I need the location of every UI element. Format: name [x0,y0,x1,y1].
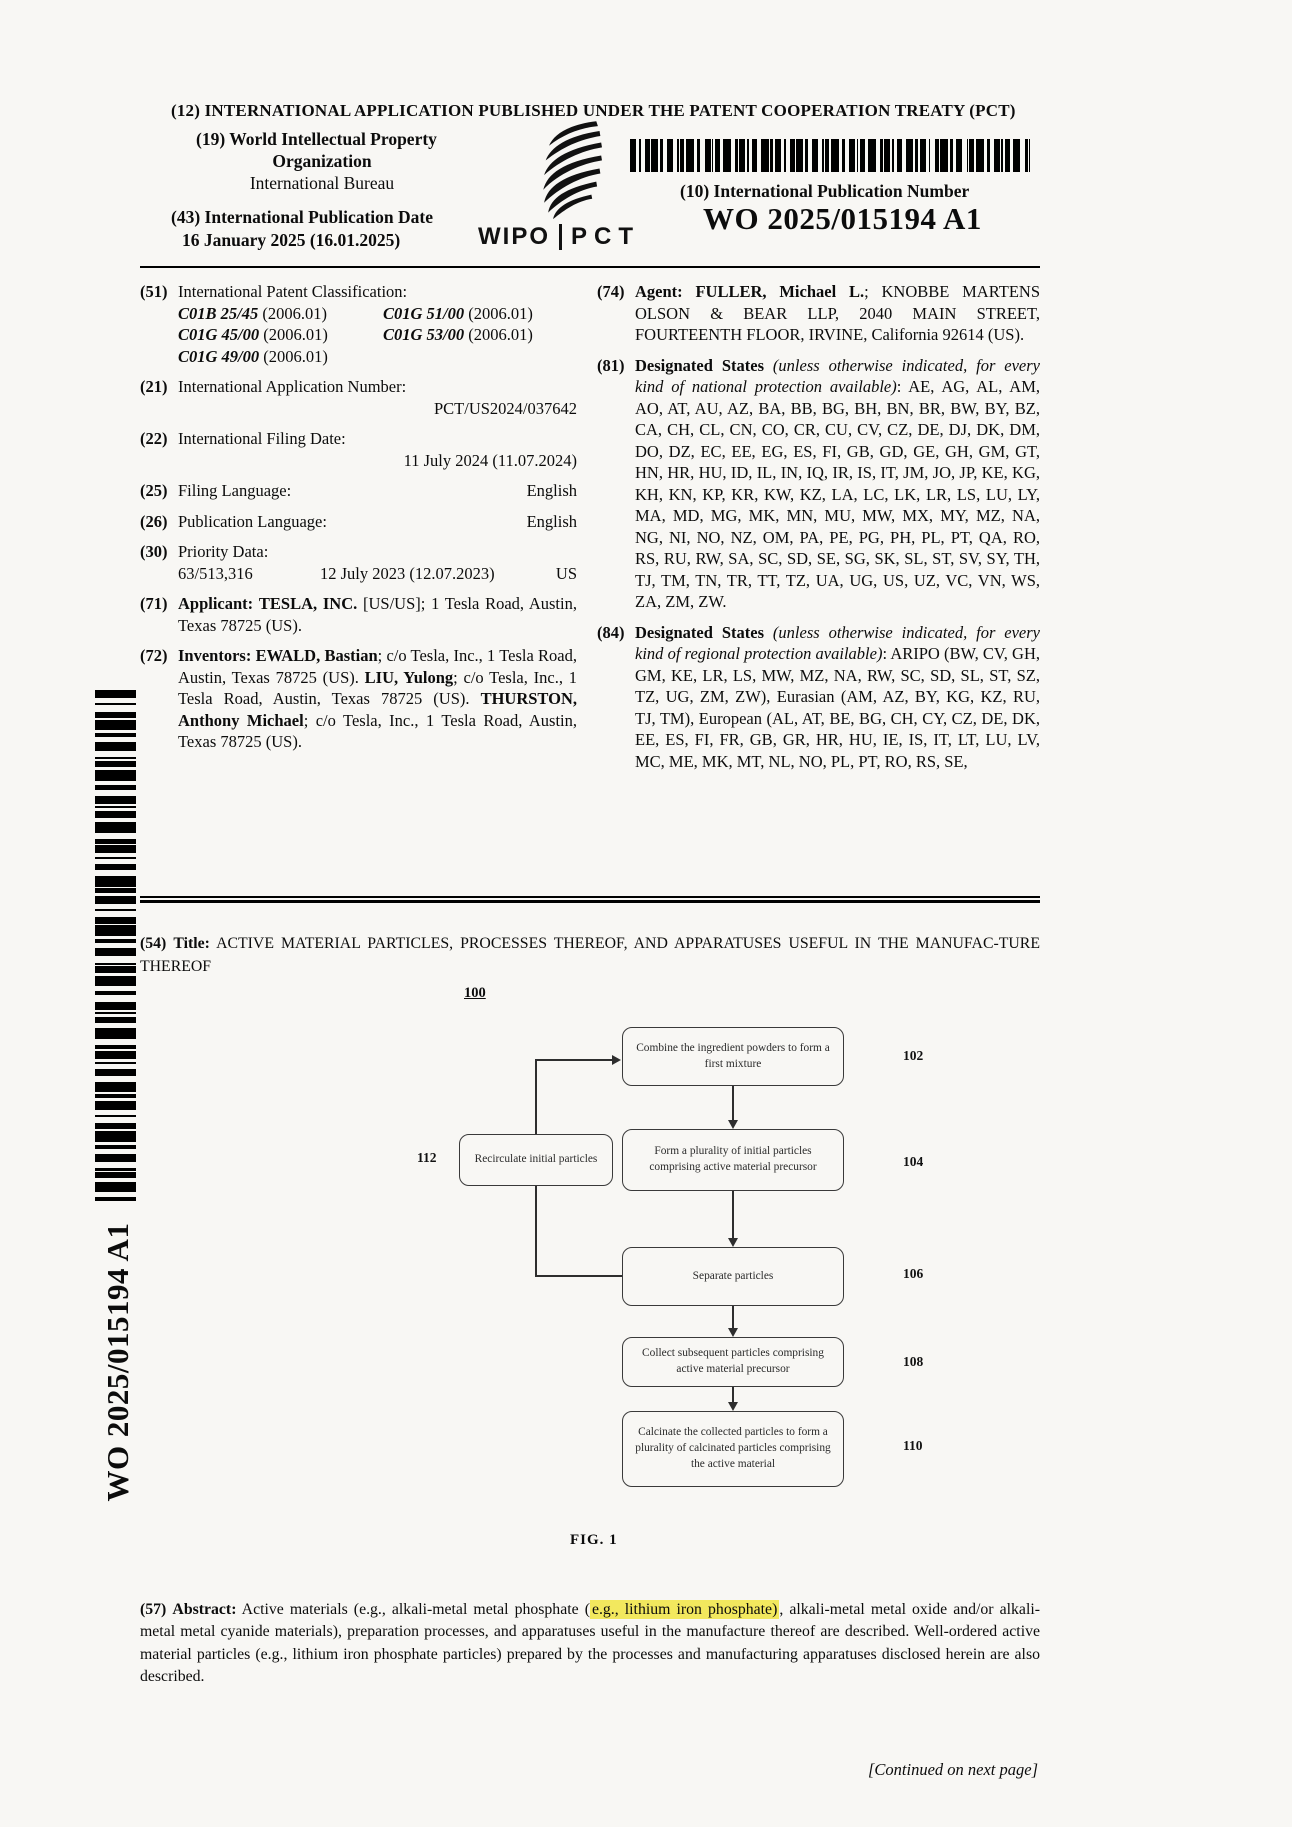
org-name-line2: Organization [272,151,372,171]
designated-note: (unless otherwise indicated, for every kind of national protection available) [635,355,1041,396]
side-barcode [95,690,136,1207]
logo-separator [559,224,562,250]
ipc-entry [383,303,577,325]
publication-number-value: WO 2025/015194 A1 [703,201,982,236]
filing-date-value: 11 July 2024 (11.07.2024) [403,450,577,470]
section-label: Agent: [635,282,683,301]
filing-language-section [140,480,577,502]
publication-language-value: English [526,511,577,531]
ipc-code: C01G 49/00 [178,346,260,366]
pct-logo-text: PCT [571,223,640,250]
inventor-address: ; c/o Tesla, Inc., 1 Tesla Road, Austin, Texas 78725 (US). [178,646,577,687]
designated-national-section [597,355,1040,613]
ipc-entry [178,303,383,325]
section-label: Priority Data: [178,542,269,561]
application-number-value: PCT/US2024/037642 [433,398,577,418]
publication-date-label: (43) International Publication Date [171,207,434,227]
section-label: Publication Language: [178,511,327,531]
flow-box-combine: Combine the ingredient powders to form a first mixture [622,1027,844,1086]
section-label: Title: [173,934,210,952]
section-number: (72) [140,646,168,665]
section-number: (74) [597,282,625,301]
section-number: (22) [140,429,168,448]
priority-country: US [555,563,577,583]
flow-connector-recirculate [535,1059,613,1061]
section-label: Applicant: [178,594,254,613]
section-number: (25) [140,481,168,500]
flow-arrowhead [728,1238,738,1247]
sidebar-publication-number: WO 2025/015194 A1 [100,1222,135,1502]
invention-title: ACTIVE MATERIAL PARTICLES, PROCESSES THEREOF, AND APPARATUSES USEFUL IN THE MANUFAC-TURE THEREOF [140,934,1040,975]
section-label: Inventors: [178,646,252,665]
section-label: Filing Language: [178,481,292,500]
priority-data-section [140,541,577,584]
priority-date: 12 July 2023 (12.07.2023) [320,563,495,583]
abstract-section [140,1599,1040,1689]
section-label: International Filing Date: [178,429,346,448]
publication-date-value: 16 January 2025 (16.01.2025) [182,230,401,250]
ipc-version: (2006.01) [468,303,533,323]
pct-treaty-line: (12) INTERNATIONAL APPLICATION PUBLISHED UNDER THE PATENT COOPERATION TREATY (PCT) [171,101,1016,120]
flow-label-112: 112 [417,1150,437,1165]
wipo-org-block [196,128,448,194]
flow-connector-recirculate [535,1186,537,1277]
designated-states-list: : ARIPO (BW, CV, GH, GM, KE, LR, LS, MW, MZ, NA, RW, SC, SD, SL, ST, SZ, TZ, UG, ZM, ZW), Eurasian (AM, AZ, BY, KG, KZ, RU, TJ, TM), European (AL, AT, BE, BG, CH, CY, CZ, DE, DK, EE, ES, FI, FR, GB, GR, HR, HU, IE, IS, IT, LT, LU, LV, MC, ME, MK, MT, NL, NO, PL, PT, RO, RS, SE, [635,644,1040,771]
publication-language-section [140,511,577,533]
figure-caption: FIG. 1 [570,1532,618,1548]
section-number: (26) [140,511,168,531]
section-label: International Patent Classification: [178,282,408,301]
inventor-name: THURSTON, Anthony Michael [178,689,577,730]
agent-name: FULLER, Michael L. [695,282,865,301]
inventor-address: ; c/o Tesla, Inc., 1 Tesla Road, Austin, Texas 78725 (US). [178,710,577,751]
ipc-version: (2006.01) [468,325,533,344]
priority-app-number: 63/513,316 [178,563,253,583]
flow-connector [732,1191,734,1239]
wipo-logo [505,118,637,224]
flow-connector [732,1306,734,1330]
ipc-entry [383,324,577,346]
left-column [140,281,577,762]
designated-regional-section [597,622,1040,773]
designated-states-list: : AE, AG, AL, AM, AO, AT, AU, AZ, BA, BB, BG, BH, BN, BR, BW, BY, BZ, CA, CH, CL, CN, CO, CR, CU, CV, CZ, DE, DJ, DK, DM, DO, DZ, EC, EE, EG, ES, FI, GB, GD, GE, GH, GM, GT, HN, HR, HU, ID, IL, IN, IQ, IR, IS, IT, JM, JO, JP, KE, KG, KH, KN, KP, KR, KW, KZ, LA, LC, LK, LR, LS, LU, LY, MA, MD, MG, MK, MN, MU, MW, MX, MY, MZ, NA, NG, NI, NO, NZ, OM, PA, PE, PG, PH, PL, PT, QA, RO, RS, RU, RW, SA, SC, SD, SE, SG, SK, SL, ST, SV, SY, TH, TJ, TM, TN, TR, TT, TZ, UA, UG, US, UZ, VC, VN, WS, ZA, ZM, ZW. [635,377,1040,611]
ipc-version: (2006.01) [262,303,327,323]
ipc-entry [178,324,383,346]
org-subline: International Bureau [249,173,395,193]
inventor-name: EWALD, Bastian [255,646,378,665]
ipc-code: C01G 45/00 [178,325,260,344]
section-number: (54) [140,934,167,952]
top-barcode [630,139,1030,172]
section-number: (71) [140,594,168,613]
right-column [597,281,1040,781]
ipc-version: (2006.01) [263,325,328,344]
wipo-logo-text: WIPO [478,223,550,250]
flow-box-form-particles: Form a plurality of initial particles comprising active material precursor [622,1129,844,1191]
inventor-name: LIU, Yulong [364,667,454,687]
ipc-entry [178,346,383,368]
flow-connector-recirculate [535,1059,537,1134]
inventors-section [140,645,577,753]
flow-box-collect: Collect subsequent particles comprising active material precursor [622,1337,844,1387]
publication-date-block [171,206,433,252]
application-number-section [140,376,577,419]
applicant-address: [US/US]; 1 Tesla Road, Austin, Texas 78725 (US). [178,594,577,635]
ipc-code: C01G 51/00 [383,303,465,323]
section-number: (21) [140,377,168,396]
figure-ref: 100 [464,985,486,1001]
abstract-highlight: e.g., lithium iron phosphate) [591,1600,778,1618]
flow-arrowhead [728,1328,738,1337]
filing-date-section [140,428,577,471]
section-number: (84) [597,622,625,642]
flow-box-separate: Separate particles [622,1247,844,1306]
ipc-section [140,281,577,367]
header-rule [140,266,1040,268]
ipc-code: C01B 25/45 [178,303,259,323]
flow-label-106: 106 [903,1266,924,1281]
flow-connector [732,1086,734,1122]
continued-note: [Continued on next page] [867,1760,1038,1779]
wipo-pct-logo [478,223,640,251]
publication-number-label: (10) International Publication Number [680,181,970,201]
section-number: (57) [140,1600,167,1618]
section-number: (81) [597,355,625,375]
applicant-section [140,593,577,636]
agent-address: ; KNOBBE MARTENS OLSON & BEAR LLP, 2040 MAIN STREET, FOURTEENTH FLOOR, IRVINE, California 92614 (US). [635,282,1040,344]
section-number: (51) [140,282,168,301]
org-number: (19) [196,129,226,149]
flow-label-110: 110 [903,1438,923,1453]
section-number: (30) [140,542,168,561]
flow-arrowhead [612,1055,621,1065]
agent-section [597,281,1040,346]
flow-label-104: 104 [903,1154,924,1169]
flow-label-102: 102 [903,1048,924,1063]
ipc-code: C01G 53/00 [383,325,465,344]
inventor-address: ; c/o Tesla, Inc., 1 Tesla Road, Austin, Texas 78725 (US). [178,667,577,708]
section-label: Designated States [635,622,764,642]
applicant-name: TESLA, INC. [258,594,358,613]
flow-arrowhead [728,1120,738,1129]
filing-language-value: English [526,481,577,500]
section-label: Designated States [635,355,764,375]
org-name-line: (19) World Intellectual Property [196,129,437,149]
flow-arrowhead [728,1402,738,1411]
flow-box-recirculate: Recirculate initial particles [459,1134,613,1186]
section-label: Abstract: [172,1600,237,1618]
flow-box-calcinate: Calcinate the collected particles to form a plurality of calcinated particles comprising the active material [622,1411,844,1487]
flow-connector-recirculate [535,1275,622,1277]
abstract-text: , alkali-metal metal oxide and/or alkali-metal metal cyanide materials), preparation processes, and apparatuses useful in the manufacture thereof are described. Well-ordered active material particles (e.g., lithium iron phosphate particles) prepared by the processes and manufacturing apparatuses disclosed herein are also described. [140,1600,1040,1686]
ipc-version: (2006.01) [263,346,328,366]
title-section [140,932,1040,978]
designated-note: (unless otherwise indicated, for every kind of regional protection available) [635,622,1041,663]
flow-label-108: 108 [903,1354,924,1369]
abstract-text: Active materials (e.g., alkali-metal metal phosphate ( [236,1600,590,1618]
section-label: International Application Number: [178,377,407,396]
title-rule [140,896,1040,903]
